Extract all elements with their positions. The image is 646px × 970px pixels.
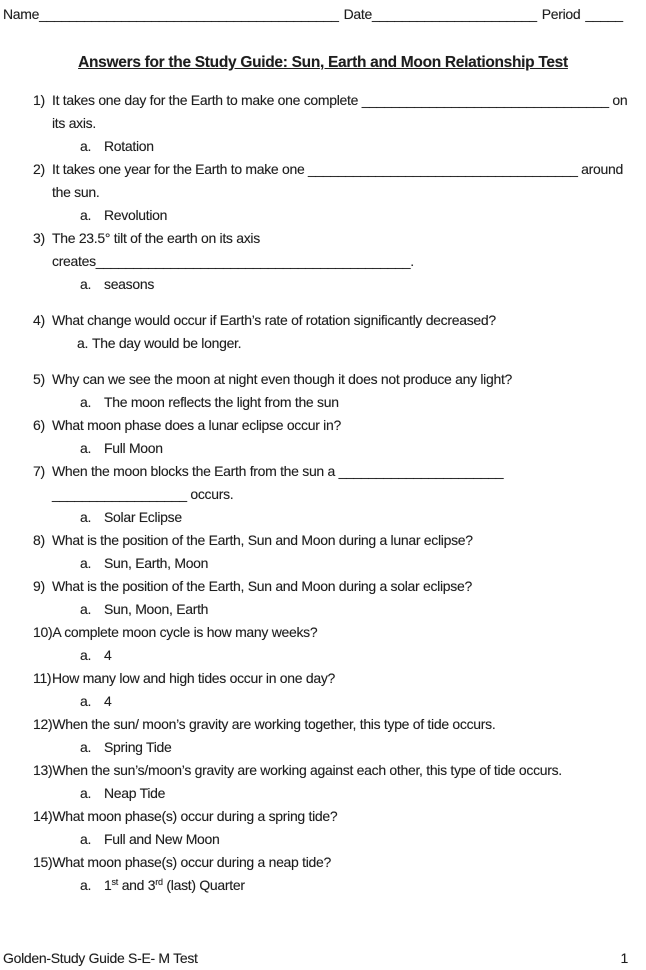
ordinal-superscript: st [111, 877, 119, 887]
answer-text [104, 874, 245, 899]
answer-line [33, 644, 642, 667]
question-line [33, 621, 642, 644]
question-item [33, 227, 642, 296]
answer-line [33, 736, 642, 759]
question-number: 10) [33, 624, 53, 640]
answer-text-segment: 1 [104, 877, 112, 893]
header [0, 0, 646, 24]
question-line [33, 851, 642, 874]
question-line [33, 309, 642, 332]
answer-label: a. [80, 877, 92, 893]
page-title: Answers for the Study Guide: Sun, Earth and Moon Relationship Test [78, 54, 568, 71]
question-text: A complete moon cycle is how many weeks? [52, 624, 318, 640]
question-text: What moon phase does a lunar eclipse occur in? [52, 417, 341, 433]
question-line [33, 759, 642, 782]
question-line [33, 89, 642, 112]
question-number: 14) [33, 808, 53, 824]
question-item [33, 621, 642, 667]
answer-line [33, 273, 642, 296]
question-number: 2) [33, 161, 45, 177]
question-text: Why can we see the moon at night even though it does not produce any light? [52, 371, 513, 387]
question-item [33, 575, 642, 621]
question-item [33, 667, 642, 713]
answer-line [33, 552, 642, 575]
answer-label: a. [80, 601, 92, 617]
question-text-continued: the sun. [52, 184, 100, 200]
footer [3, 949, 628, 967]
question-text: What moon phase(s) occur during a neap tide? [52, 854, 331, 870]
answer-line [33, 690, 642, 713]
answer-label: a. [80, 693, 92, 709]
question-text: What moon phase(s) occur during a spring tide? [52, 808, 338, 824]
question-line [33, 368, 642, 391]
question-item [33, 158, 642, 227]
question-number: 13) [33, 762, 53, 778]
answer-text: The moon reflects the light from the sun [104, 394, 339, 410]
footer-page-number: 1 [620, 950, 628, 966]
answer-label: a. [80, 555, 92, 571]
answer-line [33, 782, 642, 805]
answer-text: Sun, Moon, Earth [104, 601, 209, 617]
question-number: 15) [33, 854, 53, 870]
footer-doc-title: Golden-Study Guide S-E- M Test [3, 950, 198, 966]
answer-text: Full and New Moon [104, 831, 220, 847]
question-item [33, 529, 642, 575]
answer-line [33, 391, 642, 414]
date-label: Date [343, 6, 372, 22]
answer-label: a. [80, 440, 92, 456]
question-text: It takes one day for the Earth to make one complete _________________________________ on [52, 92, 628, 108]
period-blank-line: _____ [585, 6, 623, 22]
question-item [33, 414, 642, 460]
question-text-continued: creates__________________________________________. [52, 253, 414, 269]
question-text: What is the position of the Earth, Sun and Moon during a lunar eclipse? [52, 532, 473, 548]
answer-text: Rotation [104, 138, 154, 154]
question-number: 6) [33, 417, 45, 433]
answer-line [33, 506, 642, 529]
question-text: What change would occur if Earth’s rate of rotation significantly decreased? [52, 312, 496, 328]
question-number: 1) [33, 92, 45, 108]
answer-text: 4 [104, 647, 112, 663]
answer-line [33, 437, 642, 460]
question-line [33, 414, 642, 437]
question-text: When the sun/ moon’s gravity are working together, this type of tide occurs. [52, 716, 496, 732]
answer-line [33, 204, 642, 227]
question-number: 5) [33, 371, 45, 387]
answer-line [33, 598, 642, 621]
answer-line [33, 135, 642, 158]
question-text: What is the position of the Earth, Sun and Moon during a solar eclipse? [52, 578, 472, 594]
answer-line [33, 828, 642, 851]
period-label: Period [541, 6, 581, 22]
ordinal-superscript: rd [155, 877, 163, 887]
answer-text-segment: (last) Quarter [162, 877, 245, 893]
answer-text: 4 [104, 693, 112, 709]
question-number: 3) [33, 230, 45, 246]
answer-line [33, 874, 642, 899]
question-line [33, 713, 642, 736]
question-line [33, 529, 642, 552]
question-line [33, 805, 642, 828]
answer-label: a. [80, 647, 92, 663]
question-text: When the sun’s/moon’s gravity are working against each other, this type of tide occurs. [52, 762, 562, 778]
question-line [33, 158, 642, 181]
question-text-continued: __________________ occurs. [52, 486, 234, 502]
answer-text: Sun, Earth, Moon [104, 555, 209, 571]
question-line [33, 227, 642, 250]
answer-text: Solar Eclipse [104, 509, 182, 525]
answer-line [33, 332, 642, 355]
question-item [33, 805, 642, 851]
question-item [33, 309, 642, 355]
name-blank-line: ________________________________________ [39, 6, 339, 22]
date-blank-line: ______________________ [371, 6, 537, 22]
question-text-continued: its axis. [52, 115, 96, 131]
question-number: 4) [33, 312, 45, 328]
question-number: 12) [33, 716, 53, 732]
question-item [33, 851, 642, 899]
question-text: When the moon blocks the Earth from the sun a ______________________ [52, 463, 504, 479]
answer-label: a. [80, 509, 92, 525]
answer-label: a. [80, 207, 92, 223]
question-text: How many low and high tides occur in one day? [52, 670, 336, 686]
answer-text: Neap Tide [104, 785, 166, 801]
answer-label: a. [80, 785, 92, 801]
name-label: Name [3, 6, 40, 22]
question-item [33, 713, 642, 759]
question-line [33, 460, 642, 483]
question-number: 7) [33, 463, 45, 479]
answer-label: a. [80, 831, 92, 847]
question-number: 9) [33, 578, 45, 594]
question-line [33, 667, 642, 690]
answer-text: Spring Tide [104, 739, 172, 755]
question-text: It takes one year for the Earth to make one ____________________________________ around [52, 161, 623, 177]
answer-text: The day would be longer. [92, 335, 242, 351]
question-number: 11) [33, 670, 52, 686]
question-list [33, 89, 642, 899]
question-text: The 23.5° tilt of the earth on its axis [52, 230, 260, 246]
question-number: 8) [33, 532, 45, 548]
answer-label: a. [80, 138, 92, 154]
answer-label: a. [80, 394, 92, 410]
answer-label: a. [80, 739, 92, 755]
answer-label: a. [80, 276, 92, 292]
answer-text: Full Moon [104, 440, 163, 456]
answer-text: seasons [104, 276, 155, 292]
answer-text: Revolution [104, 207, 168, 223]
question-item [33, 89, 642, 158]
answer-label: a. [77, 335, 89, 351]
question-line [33, 575, 642, 598]
question-item [33, 460, 642, 529]
question-item [33, 368, 642, 414]
question-item [33, 759, 642, 805]
answer-text-segment: and 3 [118, 877, 156, 893]
